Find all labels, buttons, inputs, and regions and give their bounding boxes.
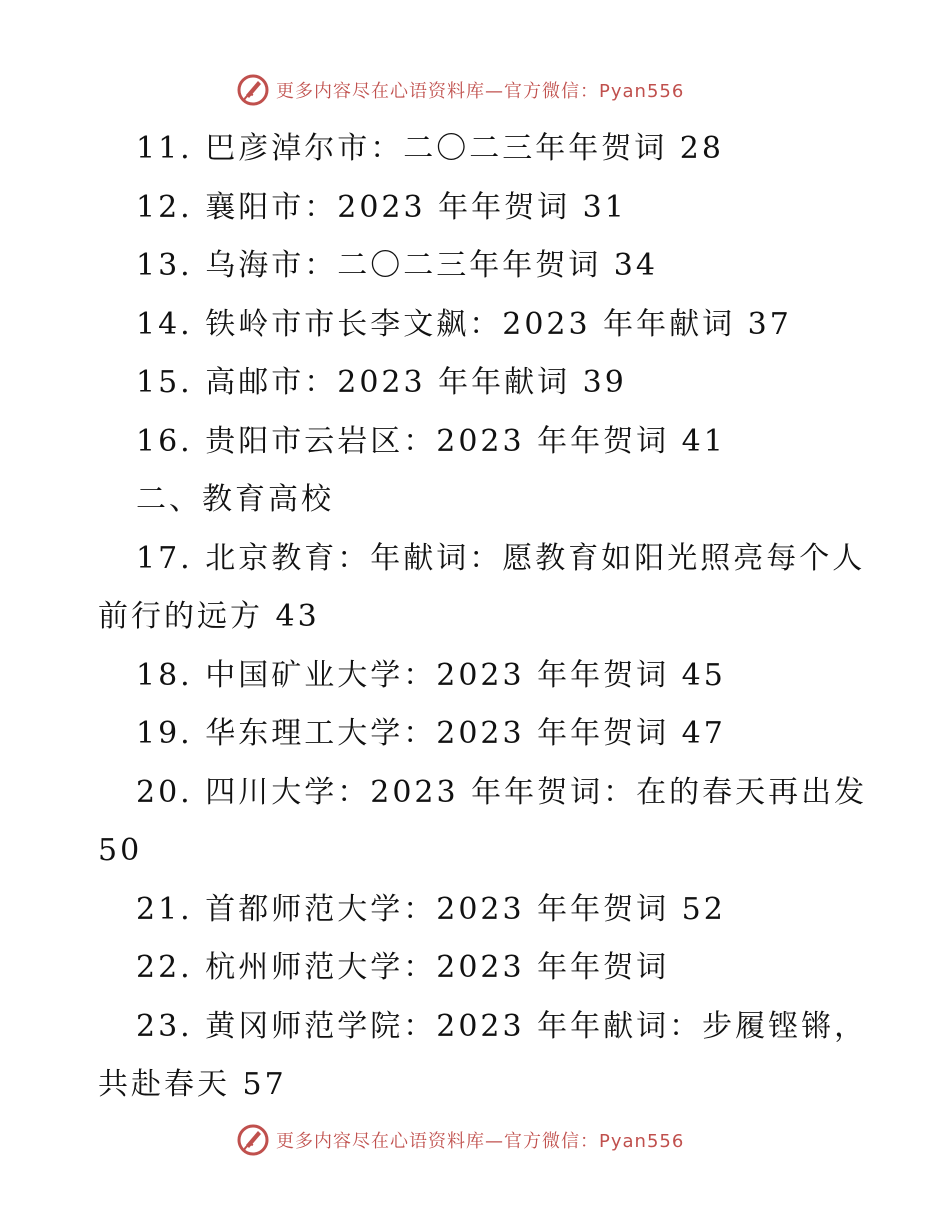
logo-icon: [236, 73, 270, 107]
toc-list: [98, 120, 868, 1115]
header-watermark: [236, 72, 684, 108]
toc-item: 23. 黄冈师范学院：2023 年年献词：步履铿锵，共赴春天 57: [98, 1008, 868, 1102]
toc-item: 19. 华东理工大学：2023 年年贺词 47: [136, 716, 726, 751]
toc-item: 21. 首都师范大学：2023 年年贺词 52: [136, 891, 726, 927]
toc-item: 18. 中国矿业大学：2023 年年贺词 45: [136, 657, 726, 693]
toc-item: 22. 杭州师范大学：2023 年年贺词: [136, 950, 670, 985]
toc-item: 17. 北京教育：年献词：愿教育如阳光照亮每个人前行的远方 43: [98, 540, 866, 634]
toc-item: 二、教育高校: [136, 482, 334, 517]
logo-icon: [236, 1123, 270, 1157]
watermark-text: 更多内容尽在心语资料库—官方微信：Pyan556: [276, 81, 685, 102]
toc-item: 11. 巴彦淖尔市：二〇二三年年贺词 28: [136, 131, 724, 166]
toc-item: 14. 铁岭市市长李文飙：2023 年年献词 37: [136, 306, 792, 342]
watermark-text: 更多内容尽在心语资料库—官方微信：Pyan556: [276, 1131, 685, 1152]
toc-item: 12. 襄阳市：2023 年年贺词 31: [136, 189, 627, 225]
toc-item: 20. 四川大学：2023 年年贺词：在的春天再出发 50: [98, 774, 868, 868]
toc-item: 13. 乌海市：二〇二三年年贺词 34: [136, 248, 658, 283]
toc-item: 15. 高邮市：2023 年年献词 39: [136, 365, 627, 400]
toc-item: 16. 贵阳市云岩区：2023 年年贺词 41: [136, 423, 726, 459]
footer-watermark: [236, 1122, 684, 1158]
